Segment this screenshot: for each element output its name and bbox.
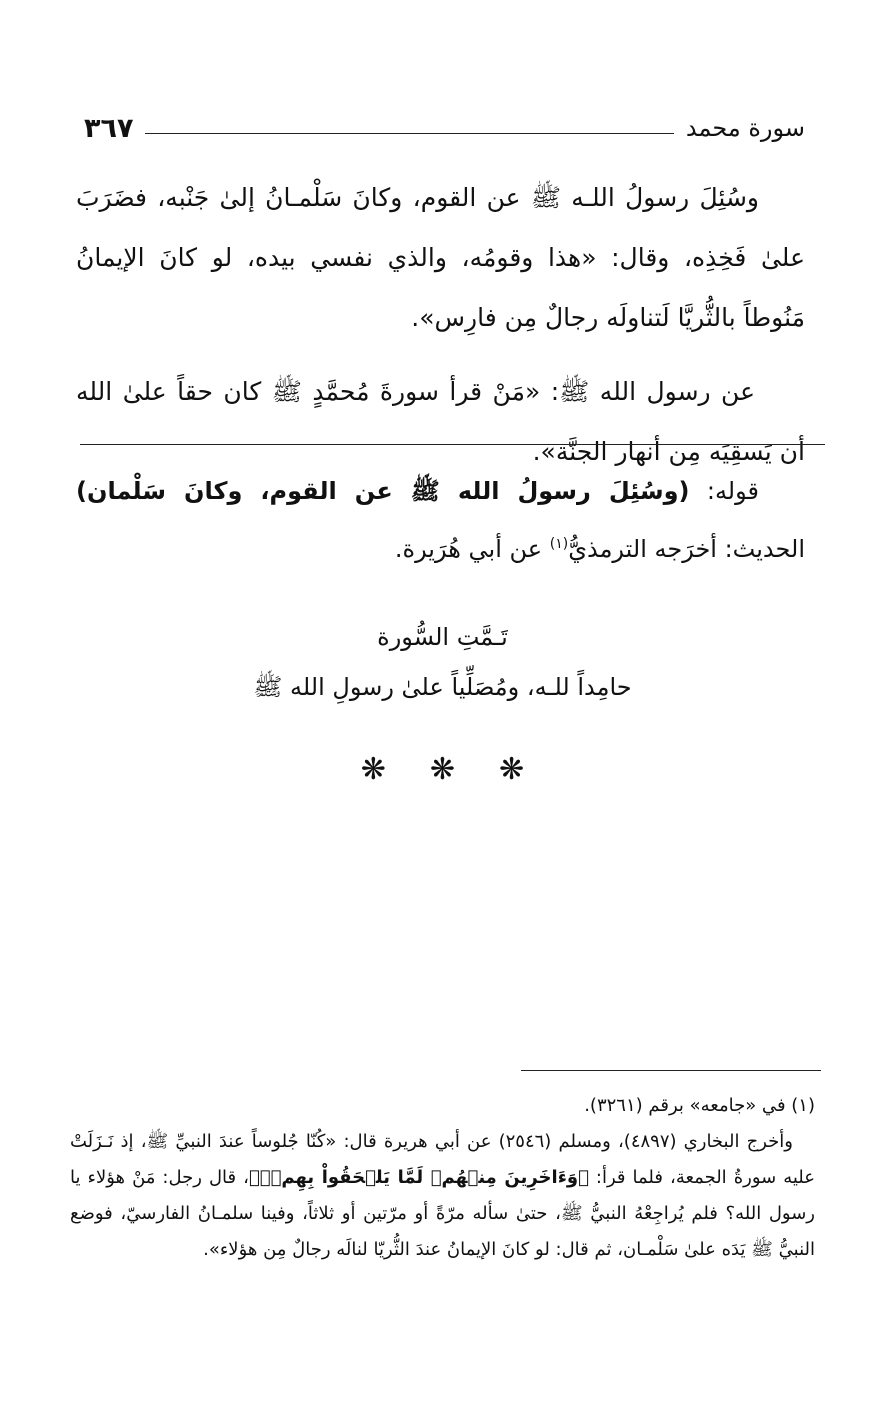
main-text (76, 168, 805, 482)
section-divider (80, 444, 825, 445)
footnote-2 (70, 1124, 815, 1268)
header-rule (145, 133, 673, 134)
footnote-marker[interactable]: (١) (549, 536, 569, 552)
footnote-2-text-a: وأخرج البخاري (٤٨٩٧)، ومسلم (٢٥٤٦) عن أبي هريرة قال: «كُنّا جُلوساً عندَ النبيِّ ﷺ، إذ نَـزَلَتْ عليه سورةُ الجمعة، فلما قرأ: (70, 1131, 816, 1188)
commentary-text-end: عن أبي هُرَيرة. (394, 535, 550, 563)
running-header (84, 108, 805, 148)
surah-title: سورة محمد (685, 114, 805, 142)
commentary-text: الحديث: أخرَجه الترمذيُّ (568, 535, 805, 563)
footnote-rule (521, 1070, 821, 1071)
commentary-lead: قوله: (689, 477, 759, 505)
main-paragraph-1: وسُئِلَ رسولُ اللـه ﷺ عن القوم، وكانَ سَلْمـانُ إلىٰ جَنْبه، فضَرَبَ علىٰ فَخِذِه، وقال: «هذا وقومُه، والذي نفسي بيده، لو كانَ الإيمانُ مَنُوطاً بالثُّريَّا لَتناولَه رجالٌ مِن فارِس». (76, 183, 805, 332)
quran-verse: ﴿وَءَاخَرِينَ مِنۡهُمۡ لَمَّا يَلۡحَقُواْ بِهِمۡۚ﴾ (248, 1167, 589, 1188)
star-ornament: ❋❋❋ (360, 752, 569, 787)
commentary-paragraph (76, 462, 805, 578)
commentary-quoted-text: (وسُئِلَ رسولُ الله ﷺ عن القوم، وكانَ سَلْمان) (76, 477, 690, 505)
main-paragraph-2: عن رسول الله ﷺ: «مَنْ قرأ سورةَ مُحمَّدٍ ﷺ كان حقاً علىٰ الله أن يَسقِيَه مِن أنهار الجنَّة». (76, 377, 805, 466)
closing-line-1: تَـمَّتِ السُّورة (377, 623, 508, 651)
footnote-1: (١) في «جامعه» برقم (٣٢٦١). (584, 1095, 815, 1116)
closing-line-2: حامِداً للـه، ومُصَلِّياً علىٰ رسولِ الله ﷺ (253, 673, 632, 701)
footnotes (70, 1088, 815, 1268)
surah-closing (0, 612, 885, 712)
page-number: ٣٦٧ (84, 112, 134, 144)
footnote-2-text-b: ، قال رجل: مَنْ هؤلاء يا رسول الله؟ فلم يُراجِعْهُ النبيُّ ﷺ، حتىٰ سأله مرّةً أو مرّتين أو ثلاثاً، وفينا سلمـانُ الفارسيّ، فوضع النبيُّ ﷺ يَدَه علىٰ سَلْمـان، ثم قال: لو كانَ الإيمانُ عندَ الثُّريّا لنالَه رجالٌ مِن هؤلاء». (70, 1167, 815, 1260)
commentary (76, 462, 805, 578)
